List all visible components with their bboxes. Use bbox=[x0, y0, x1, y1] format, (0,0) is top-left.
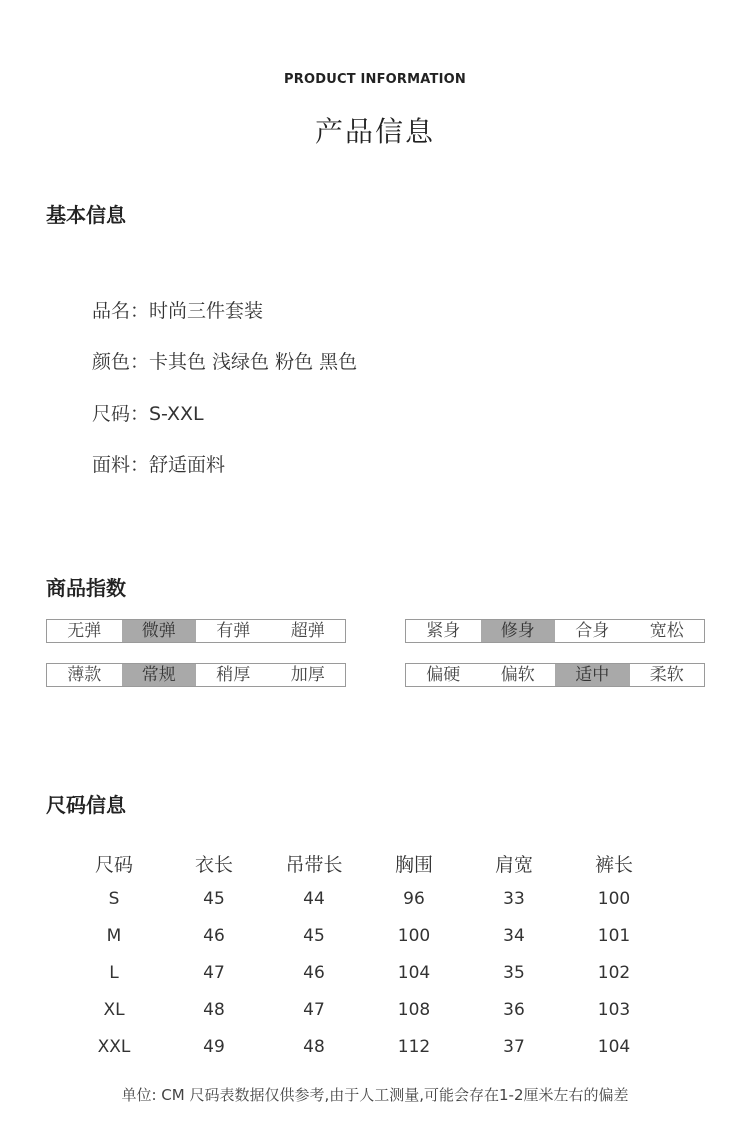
column-header: 尺码 bbox=[94, 853, 133, 876]
column-header: 裤长 bbox=[594, 853, 633, 876]
info-line-size: 尺码：S-XXL bbox=[92, 403, 204, 425]
column-header: 衣长 bbox=[194, 853, 233, 876]
scale-option: 无弹 bbox=[67, 621, 102, 641]
table-cell: L bbox=[109, 962, 119, 983]
table-cell: 49 bbox=[203, 1036, 225, 1057]
table-cell: M bbox=[106, 925, 122, 946]
thickness-scale bbox=[46, 663, 346, 687]
scale-option: 紧身 bbox=[426, 621, 461, 641]
scale-option: 稍厚 bbox=[216, 665, 251, 685]
table-cell: S bbox=[108, 888, 120, 909]
scale-option: 适中 bbox=[555, 664, 630, 686]
table-row bbox=[64, 917, 664, 954]
scale-option: 偏软 bbox=[500, 665, 535, 685]
size-footnote: 单位: CM 尺码表数据仅供参考,由于人工测量,可能会存在1-2厘米左右的偏差 bbox=[121, 1086, 629, 1104]
scale-option: 合身 bbox=[575, 621, 610, 641]
table-cell: 96 bbox=[403, 888, 425, 909]
column-header: 吊带长 bbox=[285, 853, 343, 876]
table-row bbox=[64, 1028, 664, 1065]
table-cell: 46 bbox=[303, 962, 325, 983]
table-header-row bbox=[64, 846, 664, 880]
scale-option: 加厚 bbox=[290, 665, 325, 685]
scale-option: 修身 bbox=[481, 620, 556, 642]
table-cell: 45 bbox=[203, 888, 225, 909]
scale-option: 微弹 bbox=[122, 620, 197, 642]
scale-option: 柔软 bbox=[649, 665, 684, 685]
info-line-fabric: 面料：舒适面料 bbox=[92, 454, 226, 476]
info-line-color: 颜色：卡其色 浅绿色 粉色 黑色 bbox=[92, 351, 358, 373]
column-header: 胸围 bbox=[394, 853, 433, 876]
scale-option: 宽松 bbox=[649, 621, 684, 641]
table-cell: 48 bbox=[203, 999, 225, 1020]
table-cell: XL bbox=[103, 999, 125, 1020]
scale-option: 薄款 bbox=[67, 665, 102, 685]
table-cell: 47 bbox=[303, 999, 325, 1020]
table-cell: 46 bbox=[203, 925, 225, 946]
table-cell: 37 bbox=[503, 1036, 525, 1057]
info-line-name: 品名：时尚三件套装 bbox=[92, 300, 264, 322]
table-cell: 33 bbox=[503, 888, 525, 909]
header-subtitle-en: PRODUCT INFORMATION bbox=[284, 72, 466, 87]
table-cell: 34 bbox=[503, 925, 525, 946]
table-cell: 102 bbox=[597, 962, 631, 983]
softness-scale bbox=[405, 663, 705, 687]
table-cell: 35 bbox=[503, 962, 525, 983]
column-header: 肩宽 bbox=[494, 853, 533, 876]
table-cell: XXL bbox=[97, 1036, 131, 1057]
table-cell: 101 bbox=[597, 925, 631, 946]
page-title: 产品信息 bbox=[314, 115, 435, 148]
table-cell: 108 bbox=[397, 999, 431, 1020]
basic-info-title: 基本信息 bbox=[46, 203, 126, 227]
scale-option: 偏硬 bbox=[426, 665, 461, 685]
table-cell: 112 bbox=[397, 1036, 431, 1057]
scale-option: 常规 bbox=[122, 664, 197, 686]
table-cell: 100 bbox=[597, 888, 631, 909]
table-cell: 100 bbox=[397, 925, 431, 946]
size-info-title: 尺码信息 bbox=[46, 793, 126, 817]
table-cell: 45 bbox=[303, 925, 325, 946]
product-index-title: 商品指数 bbox=[46, 576, 126, 600]
table-row bbox=[64, 880, 664, 917]
table-cell: 36 bbox=[503, 999, 525, 1020]
table-cell: 44 bbox=[303, 888, 325, 909]
scale-option: 超弹 bbox=[290, 621, 325, 641]
elasticity-scale bbox=[46, 619, 346, 643]
table-row bbox=[64, 991, 664, 1028]
scale-option: 有弹 bbox=[216, 621, 251, 641]
table-cell: 48 bbox=[303, 1036, 325, 1057]
fit-scale bbox=[405, 619, 705, 643]
table-cell: 103 bbox=[597, 999, 631, 1020]
table-cell: 104 bbox=[597, 1036, 631, 1057]
table-row bbox=[64, 954, 664, 991]
size-table bbox=[64, 846, 664, 1065]
table-cell: 47 bbox=[203, 962, 225, 983]
table-cell: 104 bbox=[397, 962, 431, 983]
